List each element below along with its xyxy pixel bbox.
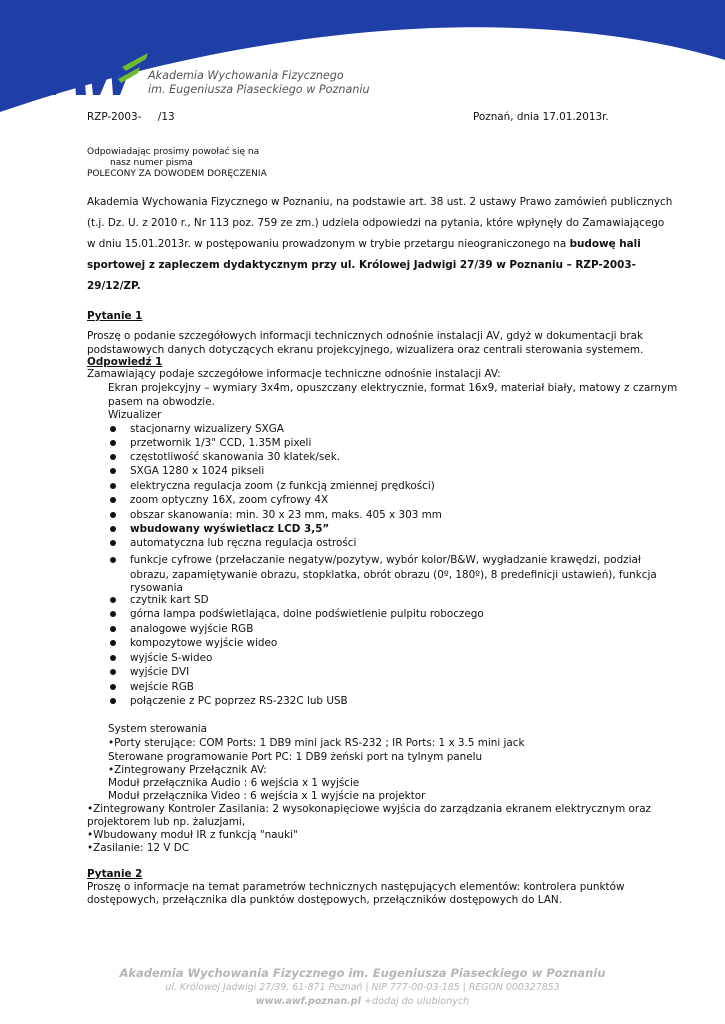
- intro-line5: 29/12/ZP.: [87, 280, 141, 292]
- bullet-icon: [110, 684, 116, 690]
- bullet-icon: [110, 669, 116, 675]
- answer-1-heading: Odpowiedź 1: [87, 356, 163, 368]
- bullet-icon: [110, 655, 116, 661]
- reference-number: RZP-2003- /13: [87, 111, 175, 123]
- awf-logo: [40, 45, 150, 97]
- institution-name-line1: Akademia Wychowania Fizycznego: [148, 69, 344, 82]
- list-item: funkcje cyfrowe (przełaczanie negatyw/pozytyw, wybór kolor/B&W, wygładzanie krawędzi, podział: [130, 554, 641, 566]
- list-item: wyjście DVI: [130, 666, 190, 678]
- list-item: analogowe wyjście RGB: [130, 623, 254, 635]
- list-item: kompozytowe wyjście wideo: [130, 637, 278, 649]
- bullet-icon: [110, 597, 116, 603]
- reply-note-line3: POLECONY ZA DOWODEM DORĘCZENIA: [87, 169, 267, 179]
- footer-institution: Akademia Wychowania Fizycznego im. Eugeniusza Piaseckiego w Poznaniu: [119, 966, 606, 980]
- question-2-text-line1: Proszę o informacje na temat parametrów technicznych następujących elementów: kontrolera punktów: [87, 881, 625, 893]
- question-1-text-line2: podstawowych danych dotyczących ekranu projekcyjnego, wizualizera oraz centrali sterowania systemem.: [87, 344, 644, 356]
- reply-note-line1: Odpowiadając prosimy powołać się na: [87, 147, 260, 157]
- reply-note-line2: nasz numer pisma: [110, 158, 193, 168]
- bullet-icon: [110, 526, 116, 532]
- intro-line3-bold: budowę hali: [569, 238, 641, 250]
- list-item: SXGA 1280 x 1024 pikseli: [130, 465, 265, 477]
- question-2-text-line2: dostępowych, przełącznika dla punktów dostępowych, przełączników dostępowych do LAN.: [87, 894, 563, 906]
- control-pc-port: Sterowane programowanie Port PC: 1 DB9 żeński port na tylnym panelu: [108, 751, 483, 763]
- bullet-icon: [110, 512, 116, 518]
- control-switch: •Zintegrowany Przełącznik AV:: [108, 764, 267, 776]
- answer-1-intro: Zamawiający podaje szczegółowe informacje techniczne odnośnie instalacji AV:: [87, 368, 501, 380]
- bullet-icon: [110, 557, 116, 563]
- list-item: czytnik kart SD: [130, 594, 209, 606]
- control-video: Moduł przełącznika Video : 6 wejścia x 1 wyjście na projektor: [108, 790, 426, 802]
- bullet-icon: [110, 440, 116, 446]
- control-power-line1: •Zintegrowany Kontroler Zasilania: 2 wysokonapięciowe wyjścia do zarządzania ekranem elektrycznym oraz: [87, 803, 652, 815]
- control-supply: •Zasilanie: 12 V DC: [87, 842, 190, 854]
- bullet-icon: [110, 640, 116, 646]
- screen-spec-line1: Ekran projekcyjny – wymiary 3x4m, opuszczany elektrycznie, format 16x9, materiał biały, matowy z czarnym: [108, 382, 678, 394]
- list-item: automatyczna lub ręczna regulacja ostrości: [130, 537, 357, 549]
- intro-line1: Akademia Wychowania Fizycznego w Poznaniu, na podstawie art. 38 ust. 2 ustawy Prawo zamówień publicznych: [87, 196, 673, 208]
- bullet-icon: [110, 483, 116, 489]
- control-system-label: System sterowania: [108, 723, 208, 735]
- list-item: wyjście S-wideo: [130, 652, 213, 664]
- bullet-icon: [110, 497, 116, 503]
- institution-name-line2: im. Eugeniusza Piaseckiego w Poznaniu: [148, 83, 370, 96]
- list-item: wejście RGB: [130, 681, 194, 693]
- control-power-line2: projektorem lub np. żaluzjami,: [87, 816, 246, 828]
- list-item: elektryczna regulacja zoom (z funkcją zmiennej prędkości): [130, 480, 435, 492]
- bullet-icon: [110, 426, 116, 432]
- footer-address: ul. Królowej Jadwigi 27/39, 61-871 Poznań | NIP 777-00-03-185 | REGON 000327853: [165, 982, 560, 993]
- bullet-icon: [110, 698, 116, 704]
- list-item: górna lampa podświetlająca, dolne podświetlenie pulpitu roboczego: [130, 608, 484, 620]
- intro-line3-text: w dniu 15.01.2013r. w postępowaniu prowadzonym w trybie przetargu nieograniczonego na: [87, 238, 570, 250]
- intro-line2: (t.j. Dz. U. z 2010 r., Nr 113 poz. 759 ze zm.) udziela odpowiedzi na pytania, które wpłynęły do Zamawiającego: [87, 217, 665, 229]
- place-date: Poznań, dnia 17.01.2013r.: [473, 111, 609, 123]
- intro-line4: sportowej z zapleczem dydaktycznym przy ul. Królowej Jadwigi 27/39 w Poznaniu – RZP-2003-: [87, 259, 636, 271]
- intro-line3: [87, 234, 641, 255]
- list-item: wbudowany wyświetlacz LCD 3,5”: [130, 523, 330, 535]
- control-ports: •Porty sterujące: COM Ports: 1 DB9 mini jack RS-232 ; IR Ports: 1 x 3.5 mini jack: [108, 737, 525, 749]
- bullet-icon: [110, 540, 116, 546]
- list-item: obszar skanowania: min. 30 x 23 mm, maks. 405 x 303 mm: [130, 509, 442, 521]
- control-audio: Moduł przełącznika Audio : 6 wejścia x 1 wyjście: [108, 777, 360, 789]
- question-1-text-line1: Proszę o podanie szczegółowych informacji technicznych odnośnie instalacji AV, gdyż w dokumentacji brak: [87, 330, 644, 342]
- list-item: przetwornik 1/3" CCD, 1.35M pixeli: [130, 437, 312, 449]
- awf-logo-mark: [40, 45, 150, 97]
- question-1-heading: Pytanie 1: [87, 310, 143, 322]
- footer-website-link[interactable]: www.awf.poznan.pl: [255, 996, 361, 1007]
- control-ir: •Wbudowany moduł IR z funkcją "nauki": [87, 829, 298, 841]
- bullet-icon: [110, 454, 116, 460]
- bullet-icon: [110, 626, 116, 632]
- list-item-cont-line2: obrazu, zapamiętywanie obrazu, stopklatka, obrót obrazu (0º, 180º), 8 predefinicji ustawień), funkcja: [130, 569, 657, 581]
- screen-spec-line2: pasem na obwodzie.: [108, 396, 215, 408]
- visualizer-label: Wizualizer: [108, 409, 162, 421]
- footer-web: [0, 996, 725, 1007]
- question-2-heading: Pytanie 2: [87, 868, 143, 880]
- bullet-icon: [110, 468, 116, 474]
- list-item: częstotliwość skanowania 30 klatek/sek.: [130, 451, 341, 463]
- footer-bookmark-link[interactable]: +dodaj do ulubionych: [360, 996, 470, 1007]
- list-item-cont-line3: rysowania: [130, 582, 183, 594]
- list-item: połączenie z PC poprzez RS-232C lub USB: [130, 695, 348, 707]
- list-item: stacjonarny wizualizery SXGA: [130, 423, 284, 435]
- list-item: zoom optyczny 16X, zoom cyfrowy 4X: [130, 494, 329, 506]
- bullet-icon: [110, 611, 116, 617]
